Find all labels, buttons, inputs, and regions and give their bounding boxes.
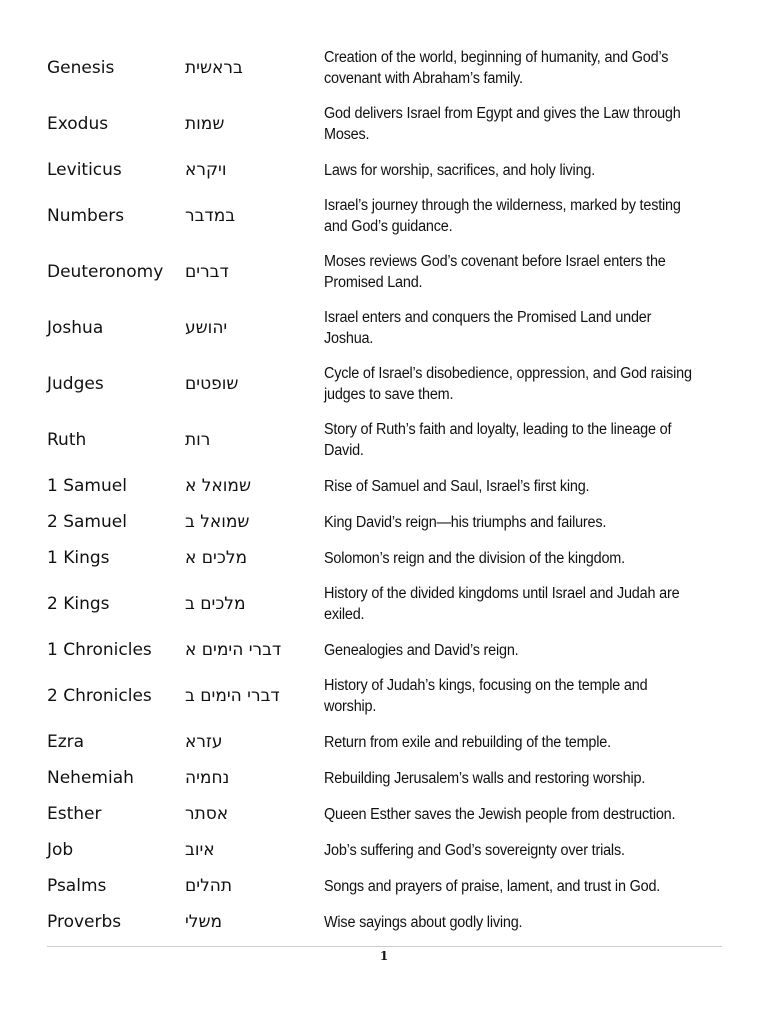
- book-description: Job’s suffering and God’s sovereignty over trials.: [324, 841, 625, 859]
- table-row: [47, 576, 727, 632]
- book-description: Israel enters and conquers the Promised Land under Joshua.: [324, 309, 652, 347]
- book-hebrew-name: מלכים א: [185, 548, 248, 568]
- book-name: Numbers: [47, 206, 125, 226]
- book-hebrew-name: דברים: [185, 262, 229, 282]
- book-name: Nehemiah: [47, 768, 134, 788]
- book-hebrew-name: שמות: [185, 114, 225, 134]
- book-hebrew-name: שופטים: [185, 374, 239, 394]
- book-description: Genealogies and David’s reign.: [324, 641, 519, 659]
- book-description: Solomon’s reign and the division of the kingdom.: [324, 549, 625, 567]
- book-description: Story of Ruth’s faith and loyalty, leading to the lineage of David.: [324, 421, 672, 459]
- table-row: [47, 300, 727, 356]
- book-name: Judges: [47, 374, 104, 394]
- table-row: [47, 668, 727, 724]
- book-name: Ezra: [47, 732, 85, 752]
- book-hebrew-name: תהלים: [185, 876, 233, 896]
- book-description: Wise sayings about godly living.: [324, 913, 523, 931]
- book-hebrew-name: משלי: [185, 912, 223, 932]
- book-name: Leviticus: [47, 160, 122, 180]
- book-hebrew-name: ויקרא: [185, 160, 227, 180]
- book-name: Job: [47, 840, 74, 860]
- table-row: [47, 244, 727, 300]
- book-hebrew-name: במדבר: [185, 206, 236, 226]
- book-description: Rebuilding Jerusalem’s walls and restoring worship.: [324, 769, 646, 787]
- book-description: Creation of the world, beginning of humanity, and God’s covenant with Abraham’s family.: [324, 49, 669, 87]
- book-name: Psalms: [47, 876, 107, 896]
- footer-divider: [47, 946, 722, 947]
- book-hebrew-name: דברי הימים א: [185, 640, 282, 660]
- book-name: 2 Chronicles: [47, 686, 152, 706]
- book-name: 1 Chronicles: [47, 640, 152, 660]
- table-row: [47, 96, 727, 152]
- table-row: [47, 40, 727, 96]
- book-description: Songs and prayers of praise, lament, and trust in God.: [324, 877, 661, 895]
- book-name: 1 Samuel: [47, 476, 127, 496]
- table-row: [47, 468, 727, 504]
- book-description: Israel’s journey through the wilderness, marked by testing and God’s guidance.: [324, 197, 681, 235]
- book-description: King David’s reign—his triumphs and failures.: [324, 513, 607, 531]
- book-hebrew-name: דברי הימים ב: [185, 686, 280, 706]
- book-hebrew-name: איוב: [185, 840, 215, 860]
- book-name: Ruth: [47, 430, 87, 450]
- table-row: [47, 868, 727, 904]
- table-row: [47, 796, 727, 832]
- book-name: 2 Kings: [47, 594, 110, 614]
- book-description: Moses reviews God’s covenant before Israel enters the Promised Land.: [324, 253, 666, 291]
- book-hebrew-name: יהושע: [185, 318, 228, 338]
- table-row: [47, 632, 727, 668]
- book-name: 2 Samuel: [47, 512, 127, 532]
- book-hebrew-name: בראשית: [185, 58, 243, 78]
- table-row: [47, 152, 727, 188]
- page-number: 1: [379, 949, 389, 963]
- book-hebrew-name: שמואל ב: [185, 512, 250, 532]
- book-description: History of Judah’s kings, focusing on the temple and worship.: [324, 677, 648, 715]
- book-description: Return from exile and rebuilding of the temple.: [324, 733, 611, 751]
- book-description: God delivers Israel from Egypt and gives the Law through Moses.: [324, 105, 681, 143]
- table-row: [47, 760, 727, 796]
- table-row: [47, 504, 727, 540]
- book-name: Joshua: [47, 318, 104, 338]
- book-description: Laws for worship, sacrifices, and holy living.: [324, 161, 596, 179]
- book-name: Exodus: [47, 114, 109, 134]
- book-hebrew-name: שמואל א: [185, 476, 252, 496]
- book-name: Genesis: [47, 58, 115, 78]
- table-row: [47, 188, 727, 244]
- book-name: Esther: [47, 804, 102, 824]
- book-hebrew-name: רות: [185, 430, 211, 450]
- book-table: [47, 40, 727, 940]
- book-description: Cycle of Israel’s disobedience, oppression, and God raising judges to save them.: [324, 365, 692, 403]
- book-description: History of the divided kingdoms until Israel and Judah are exiled.: [324, 585, 680, 623]
- table-row: [47, 540, 727, 576]
- table-row: [47, 832, 727, 868]
- book-hebrew-name: נחמיה: [185, 768, 230, 788]
- book-name: 1 Kings: [47, 548, 110, 568]
- table-row: [47, 724, 727, 760]
- table-row: [47, 412, 727, 468]
- book-description: Queen Esther saves the Jewish people from destruction.: [324, 805, 676, 823]
- table-row: [47, 904, 727, 940]
- book-hebrew-name: עזרא: [185, 732, 223, 752]
- book-name: Deuteronomy: [47, 262, 164, 282]
- book-name: Proverbs: [47, 912, 122, 932]
- book-hebrew-name: אסתר: [185, 804, 229, 824]
- book-description: Rise of Samuel and Saul, Israel’s first king.: [324, 477, 590, 495]
- table-row: [47, 356, 727, 412]
- book-hebrew-name: מלכים ב: [185, 594, 246, 614]
